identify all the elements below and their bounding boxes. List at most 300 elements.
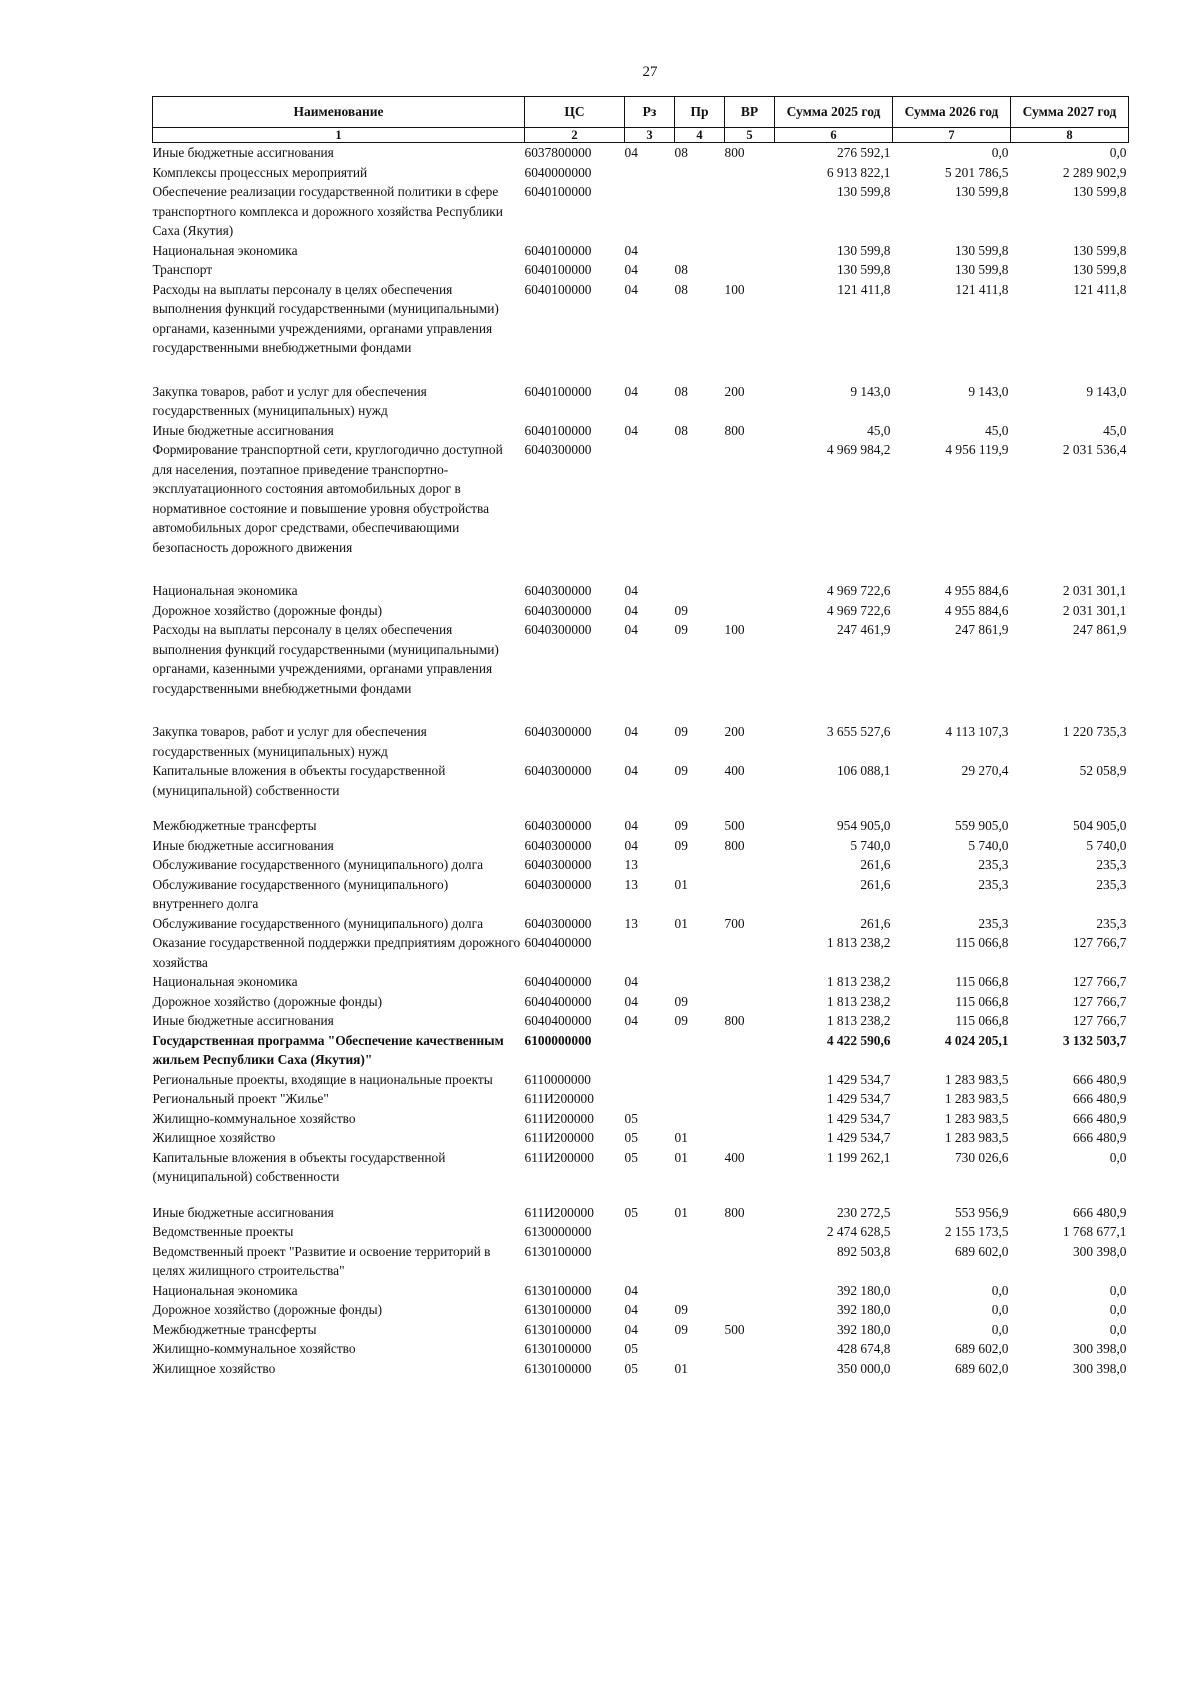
row-sum-2026: 689 602,0 xyxy=(954,1243,1009,1259)
row-cs: 6040300000 xyxy=(524,583,592,598)
row-sum-2027: 0,0 xyxy=(1109,145,1127,160)
row-rz xyxy=(625,1242,675,1281)
row-sum-2027: 0,0 xyxy=(1109,1149,1127,1165)
table-row xyxy=(153,1222,1129,1242)
row-name: Обслуживание государственного (муниципального) долга xyxy=(152,857,484,872)
row-sum-2026: 730 026,6 xyxy=(954,1149,1009,1165)
row-name: Иные бюджетные ассигнования xyxy=(152,145,334,160)
row-sum-2027: 2 289 902,9 xyxy=(1062,164,1127,180)
row-rz: 04 xyxy=(624,763,638,778)
row-sum-2026: 559 905,0 xyxy=(954,818,1009,833)
row-vr xyxy=(725,601,775,621)
row-pr: 01 xyxy=(674,1360,688,1376)
row-sum-2026: 5 201 786,5 xyxy=(944,164,1009,180)
row-rz: 05 xyxy=(624,1204,638,1220)
row-vr xyxy=(725,992,775,1012)
row-vr: 100 xyxy=(724,622,745,637)
row-name: Оказание государственной поддержки предприятиям дорожного хозяйства xyxy=(152,935,521,970)
row-rz xyxy=(625,182,675,241)
row-cs: 6130100000 xyxy=(524,1321,592,1337)
row-name: Транспорт xyxy=(152,262,213,277)
row-pr xyxy=(675,1109,725,1129)
row-rz xyxy=(625,1070,675,1090)
row-name: Капитальные вложения в объекты государственной (муниципальной) собственности xyxy=(152,1149,446,1184)
row-rz: 05 xyxy=(624,1130,638,1145)
row-vr xyxy=(725,1242,775,1281)
row-pr xyxy=(675,933,725,972)
row-cs: 6130100000 xyxy=(524,1302,592,1317)
row-sum-2025: 350 000,0 xyxy=(836,1360,891,1376)
row-vr xyxy=(725,875,775,914)
row-sum-2027: 52 058,9 xyxy=(1079,763,1127,778)
row-pr xyxy=(675,440,725,581)
table-row xyxy=(153,1148,1129,1203)
row-sum-2025: 392 180,0 xyxy=(836,1282,891,1298)
row-rz: 04 xyxy=(624,1321,638,1337)
row-sum-2025: 4 422 590,6 xyxy=(826,1032,891,1048)
row-vr xyxy=(725,933,775,972)
header-sum-2027: Сумма 2027 год xyxy=(1011,97,1129,128)
row-pr: 09 xyxy=(674,763,688,778)
row-cs: 6040100000 xyxy=(524,281,592,297)
row-cs: 6130000000 xyxy=(524,1224,592,1239)
row-rz: 05 xyxy=(624,1360,638,1376)
table-row xyxy=(153,914,1129,934)
row-vr xyxy=(725,1128,775,1148)
row-sum-2027: 2 031 301,1 xyxy=(1062,602,1127,618)
row-sum-2025: 392 180,0 xyxy=(836,1321,891,1337)
row-pr xyxy=(675,1070,725,1090)
row-pr xyxy=(675,241,725,261)
row-cs: 6040300000 xyxy=(524,857,592,872)
table-row xyxy=(153,260,1129,280)
row-name: Государственная программа "Обеспечение качественным жильем Республики Саха (Якутия)" xyxy=(152,1032,504,1067)
row-sum-2025: 121 411,8 xyxy=(837,281,891,297)
row-pr: 08 xyxy=(674,383,688,399)
table-row xyxy=(153,1339,1129,1359)
row-rz: 13 xyxy=(624,915,638,931)
row-sum-2027: 5 740,0 xyxy=(1086,837,1127,853)
row-name: Капитальные вложения в объекты государственной (муниципальной) собственности xyxy=(152,763,446,798)
row-pr xyxy=(675,972,725,992)
row-sum-2027: 127 766,7 xyxy=(1072,974,1127,989)
row-sum-2027: 300 398,0 xyxy=(1072,1360,1127,1376)
row-sum-2027: 127 766,7 xyxy=(1072,935,1127,950)
row-vr: 800 xyxy=(724,1013,745,1028)
row-sum-2025: 45,0 xyxy=(867,422,891,438)
row-sum-2026: 130 599,8 xyxy=(954,262,1009,277)
row-name: Национальная экономика xyxy=(152,974,298,989)
row-sum-2025: 261,6 xyxy=(860,876,891,892)
page-number: 27 xyxy=(642,64,658,80)
row-sum-2026: 689 602,0 xyxy=(954,1360,1009,1376)
row-sum-2025: 954 905,0 xyxy=(836,818,891,833)
row-sum-2027: 3 132 503,7 xyxy=(1062,1032,1127,1048)
row-sum-2026: 29 270,4 xyxy=(961,763,1009,778)
row-pr xyxy=(675,581,725,601)
row-name: Национальная экономика xyxy=(152,583,298,598)
row-sum-2025: 1 813 238,2 xyxy=(826,974,891,989)
row-pr: 09 xyxy=(674,993,688,1009)
row-pr xyxy=(675,1089,725,1109)
table-row xyxy=(153,421,1129,441)
row-pr xyxy=(675,855,725,875)
row-rz: 04 xyxy=(624,583,638,598)
table-row xyxy=(153,620,1129,722)
row-pr: 09 xyxy=(674,818,688,833)
row-cs: 6100000000 xyxy=(524,1032,592,1048)
row-name: Комплексы процессных мероприятий xyxy=(152,164,368,180)
row-sum-2027: 130 599,8 xyxy=(1072,242,1127,258)
row-sum-2027: 2 031 536,4 xyxy=(1062,442,1127,457)
row-sum-2025: 3 655 527,6 xyxy=(826,724,891,739)
header-pr: Пр xyxy=(675,97,725,128)
row-vr xyxy=(725,163,775,183)
row-name: Обслуживание государственного (муниципального) внутреннего долга xyxy=(152,876,449,911)
row-name: Расходы на выплаты персоналу в целях обеспечения выполнения функций государственными (муниципальными) органами, казенными учреждениями, органами управления государственными внебюджетными фондами xyxy=(152,622,499,696)
row-pr: 01 xyxy=(674,876,688,892)
row-sum-2025: 130 599,8 xyxy=(836,184,891,199)
table-row xyxy=(153,1203,1129,1223)
column-number: 3 xyxy=(625,128,675,143)
row-sum-2025: 1 813 238,2 xyxy=(826,935,891,950)
row-sum-2026: 4 956 119,9 xyxy=(945,442,1009,457)
row-cs: 6040400000 xyxy=(524,935,592,950)
row-sum-2026: 4 955 884,6 xyxy=(944,583,1009,598)
row-name: Дорожное хозяйство (дорожные фонды) xyxy=(152,602,383,618)
row-cs: 6040300000 xyxy=(524,622,592,637)
row-cs: 6040300000 xyxy=(524,724,592,739)
row-pr: 01 xyxy=(674,1130,688,1145)
table-row xyxy=(153,1359,1129,1379)
row-rz: 04 xyxy=(624,262,638,277)
row-rz: 04 xyxy=(624,622,638,637)
row-cs: 6040100000 xyxy=(524,422,592,438)
row-name: Закупка товаров, работ и услуг для обеспечения государственных (муниципальных) нужд xyxy=(152,383,427,418)
row-rz: 04 xyxy=(624,1013,638,1028)
row-sum-2027: 127 766,7 xyxy=(1072,1013,1127,1028)
row-cs: 6040300000 xyxy=(524,876,592,892)
header-cs: ЦС xyxy=(525,97,625,128)
row-sum-2027: 130 599,8 xyxy=(1072,184,1127,199)
row-sum-2027: 666 480,9 xyxy=(1072,1204,1127,1220)
row-rz xyxy=(625,440,675,581)
table-body xyxy=(153,143,1129,1379)
header-sum-2026: Сумма 2026 год xyxy=(893,97,1011,128)
budget-table xyxy=(152,96,1129,1378)
row-name: Национальная экономика xyxy=(152,242,298,258)
column-number: 6 xyxy=(775,128,893,143)
row-name: Жилищное хозяйство xyxy=(152,1130,276,1145)
row-name: Расходы на выплаты персоналу в целях обеспечения выполнения функций государственными (муниципальными) органами, казенными учреждениями, органами управления государственными внебюджетными фондами xyxy=(152,281,499,355)
row-rz: 04 xyxy=(624,837,638,853)
row-sum-2026: 121 411,8 xyxy=(955,281,1009,297)
row-pr xyxy=(675,163,725,183)
row-rz: 04 xyxy=(624,818,638,833)
row-sum-2025: 428 674,8 xyxy=(836,1341,891,1356)
row-sum-2027: 45,0 xyxy=(1103,422,1127,438)
row-sum-2027: 300 398,0 xyxy=(1072,1341,1127,1356)
row-rz: 05 xyxy=(624,1341,638,1356)
row-vr xyxy=(725,1281,775,1301)
row-name: Региональный проект "Жилье" xyxy=(152,1091,329,1106)
table-row xyxy=(153,581,1129,601)
row-sum-2025: 130 599,8 xyxy=(836,262,891,277)
row-name: Ведомственный проект "Развитие и освоение территорий в целях жилищного строительства" xyxy=(152,1243,491,1278)
table-row xyxy=(153,163,1129,183)
row-pr: 08 xyxy=(674,422,688,438)
row-sum-2027: 666 480,9 xyxy=(1072,1071,1127,1087)
row-pr: 09 xyxy=(674,602,688,618)
row-vr xyxy=(725,855,775,875)
row-name: Межбюджетные трансферты xyxy=(152,818,317,833)
row-sum-2026: 1 283 983,5 xyxy=(944,1071,1009,1087)
row-cs: 6040100000 xyxy=(524,242,592,258)
column-number: 5 xyxy=(725,128,775,143)
row-cs: 6040400000 xyxy=(524,974,592,989)
table-row xyxy=(153,382,1129,421)
column-number-row xyxy=(153,128,1129,143)
row-rz: 13 xyxy=(624,857,638,872)
row-sum-2026: 115 066,8 xyxy=(955,935,1009,950)
row-rz: 04 xyxy=(624,724,638,739)
row-sum-2027: 666 480,9 xyxy=(1072,1110,1127,1126)
row-sum-2027: 0,0 xyxy=(1109,1321,1127,1337)
row-cs: 6040000000 xyxy=(524,164,592,180)
row-rz: 04 xyxy=(624,145,638,160)
table-row xyxy=(153,1242,1129,1281)
header-rz: Рз xyxy=(625,97,675,128)
row-name: Жилищное хозяйство xyxy=(152,1360,276,1376)
row-sum-2027: 247 861,9 xyxy=(1072,622,1127,637)
row-cs: 6130100000 xyxy=(524,1341,592,1356)
row-sum-2026: 115 066,8 xyxy=(955,974,1009,989)
row-pr xyxy=(675,1339,725,1359)
row-rz: 05 xyxy=(624,1110,638,1126)
row-sum-2025: 9 143,0 xyxy=(850,383,891,399)
column-number: 4 xyxy=(675,128,725,143)
row-vr xyxy=(725,182,775,241)
row-name: Иные бюджетные ассигнования xyxy=(152,1204,334,1220)
row-cs: 6130100000 xyxy=(524,1360,592,1376)
row-pr: 08 xyxy=(674,145,688,160)
row-name: Жилищно-коммунальное хозяйство xyxy=(152,1110,356,1126)
row-name: Региональные проекты, входящие в национальные проекты xyxy=(152,1071,493,1087)
row-sum-2026: 235,3 xyxy=(978,876,1009,892)
row-sum-2027: 1 220 735,3 xyxy=(1062,724,1127,739)
row-name: Ведомственные проекты xyxy=(152,1224,294,1239)
row-pr xyxy=(675,1031,725,1070)
row-sum-2026: 0,0 xyxy=(991,1302,1009,1317)
row-cs: 6040400000 xyxy=(524,1013,592,1028)
column-number: 7 xyxy=(893,128,1011,143)
row-pr: 09 xyxy=(674,724,688,739)
row-sum-2026: 45,0 xyxy=(985,422,1009,438)
row-sum-2026: 0,0 xyxy=(991,1321,1009,1337)
row-rz: 04 xyxy=(624,1282,638,1298)
row-sum-2025: 276 592,1 xyxy=(836,145,891,160)
row-rz xyxy=(625,1031,675,1070)
row-vr xyxy=(725,1089,775,1109)
row-rz xyxy=(625,933,675,972)
row-sum-2025: 2 474 628,5 xyxy=(826,1224,891,1239)
row-cs: 611И200000 xyxy=(524,1091,594,1106)
row-rz: 04 xyxy=(624,1302,638,1317)
row-rz: 04 xyxy=(624,993,638,1009)
row-pr: 09 xyxy=(674,1302,688,1317)
row-sum-2026: 130 599,8 xyxy=(954,242,1009,258)
row-name: Национальная экономика xyxy=(152,1282,298,1298)
row-pr: 08 xyxy=(674,262,688,277)
row-vr xyxy=(725,1109,775,1129)
row-sum-2026: 115 066,8 xyxy=(955,993,1009,1009)
table-row xyxy=(153,1128,1129,1148)
row-vr xyxy=(725,260,775,280)
row-vr xyxy=(725,440,775,581)
table-row xyxy=(153,1109,1129,1129)
row-sum-2025: 892 503,8 xyxy=(836,1243,891,1259)
row-rz xyxy=(625,163,675,183)
row-pr: 08 xyxy=(674,281,688,297)
row-sum-2026: 1 283 983,5 xyxy=(944,1110,1009,1126)
row-vr: 400 xyxy=(724,763,745,778)
row-vr xyxy=(725,972,775,992)
row-rz: 13 xyxy=(624,876,638,892)
row-sum-2025: 5 740,0 xyxy=(850,837,891,853)
row-sum-2026: 1 283 983,5 xyxy=(944,1091,1009,1106)
row-sum-2025: 1 429 534,7 xyxy=(826,1110,891,1126)
row-sum-2027: 2 031 301,1 xyxy=(1062,583,1127,598)
table-row xyxy=(153,1070,1129,1090)
row-sum-2026: 1 283 983,5 xyxy=(944,1130,1009,1145)
table-row xyxy=(153,816,1129,836)
row-sum-2027: 127 766,7 xyxy=(1072,993,1127,1009)
row-cs: 6040300000 xyxy=(524,818,592,833)
row-rz xyxy=(625,1089,675,1109)
row-rz: 04 xyxy=(624,602,638,618)
table-row xyxy=(153,992,1129,1012)
row-cs: 6037800000 xyxy=(524,145,592,160)
row-sum-2025: 6 913 822,1 xyxy=(826,164,891,180)
header-vr: ВР xyxy=(725,97,775,128)
row-rz: 04 xyxy=(624,242,638,258)
table-row xyxy=(153,761,1129,816)
row-sum-2025: 106 088,1 xyxy=(836,763,891,778)
table-row xyxy=(153,601,1129,621)
row-sum-2025: 1 429 534,7 xyxy=(826,1091,891,1106)
row-vr: 700 xyxy=(724,915,745,931)
table-row xyxy=(153,143,1129,163)
column-number: 8 xyxy=(1011,128,1129,143)
row-cs: 6040300000 xyxy=(524,915,592,931)
row-sum-2025: 4 969 722,6 xyxy=(826,583,891,598)
row-rz: 05 xyxy=(624,1149,638,1165)
table-row xyxy=(153,933,1129,972)
row-pr xyxy=(675,182,725,241)
row-sum-2025: 130 599,8 xyxy=(836,242,891,258)
row-cs: 611И200000 xyxy=(524,1130,594,1145)
row-name: Обслуживание государственного (муниципального) долга xyxy=(152,915,484,931)
row-sum-2026: 689 602,0 xyxy=(954,1341,1009,1356)
row-sum-2025: 1 429 534,7 xyxy=(826,1130,891,1145)
row-name: Иные бюджетные ассигнования xyxy=(152,837,334,853)
row-sum-2026: 2 155 173,5 xyxy=(944,1224,1009,1239)
row-sum-2027: 666 480,9 xyxy=(1072,1130,1127,1145)
row-sum-2026: 235,3 xyxy=(978,915,1009,931)
row-name: Формирование транспортной сети, круглогодично доступной для населения, поэтапное приведение транспортно-эксплуатационного состояния автомобильных дорог в нормативное состояние и повышение уровня обустройства автомобильных дорог средствами, обеспечивающими безопасность дорожного движения xyxy=(152,442,503,555)
table-row xyxy=(153,1300,1129,1320)
row-pr: 09 xyxy=(674,1013,688,1028)
row-sum-2027: 235,3 xyxy=(1096,857,1127,872)
row-sum-2026: 4 113 107,3 xyxy=(945,724,1009,739)
row-cs: 6040300000 xyxy=(524,442,592,457)
row-sum-2027: 130 599,8 xyxy=(1072,262,1127,277)
row-rz: 04 xyxy=(624,281,638,297)
row-rz: 04 xyxy=(624,422,638,438)
row-pr xyxy=(675,1281,725,1301)
row-sum-2027: 235,3 xyxy=(1096,876,1127,892)
row-sum-2026: 4 024 205,1 xyxy=(944,1032,1009,1048)
row-vr: 100 xyxy=(724,281,745,297)
row-vr: 800 xyxy=(724,837,745,853)
row-sum-2027: 666 480,9 xyxy=(1072,1091,1127,1106)
column-number: 2 xyxy=(525,128,625,143)
row-sum-2025: 261,6 xyxy=(860,915,891,931)
row-sum-2025: 1 429 534,7 xyxy=(826,1071,891,1087)
row-sum-2025: 1 813 238,2 xyxy=(826,993,891,1009)
row-sum-2025: 230 272,5 xyxy=(836,1204,891,1220)
row-name: Обеспечение реализации государственной политики в сфере транспортного комплекса и дорожного хозяйства Республики Саха (Якутия) xyxy=(152,184,503,238)
table-row xyxy=(153,280,1129,382)
row-sum-2025: 1 199 262,1 xyxy=(826,1149,891,1165)
row-sum-2025: 392 180,0 xyxy=(836,1302,891,1317)
row-rz: 04 xyxy=(624,383,638,399)
table-header-row xyxy=(153,97,1129,128)
row-sum-2026: 247 861,9 xyxy=(954,622,1009,637)
row-vr: 800 xyxy=(724,422,745,438)
row-sum-2025: 261,6 xyxy=(860,857,891,872)
row-vr: 800 xyxy=(724,145,745,160)
row-vr xyxy=(725,1031,775,1070)
table-row xyxy=(153,972,1129,992)
row-vr: 400 xyxy=(724,1149,745,1165)
row-pr: 01 xyxy=(674,1204,688,1220)
row-cs: 6040300000 xyxy=(524,602,592,618)
row-sum-2027: 504 905,0 xyxy=(1072,818,1127,833)
table-row xyxy=(153,440,1129,581)
row-sum-2027: 0,0 xyxy=(1109,1282,1127,1298)
table-row xyxy=(153,836,1129,856)
row-sum-2027: 9 143,0 xyxy=(1086,383,1127,399)
row-vr xyxy=(725,1359,775,1379)
row-cs: 6040100000 xyxy=(524,383,592,399)
row-vr xyxy=(725,581,775,601)
row-vr: 200 xyxy=(724,383,745,399)
row-cs: 6040300000 xyxy=(524,837,592,853)
table-row xyxy=(153,855,1129,875)
row-pr: 09 xyxy=(674,837,688,853)
row-sum-2026: 5 740,0 xyxy=(968,837,1009,853)
row-sum-2026: 115 066,8 xyxy=(955,1013,1009,1028)
row-sum-2025: 247 461,9 xyxy=(836,622,891,637)
row-vr xyxy=(725,241,775,261)
row-cs: 6130100000 xyxy=(524,1243,592,1259)
row-name: Жилищно-коммунальное хозяйство xyxy=(152,1341,356,1356)
row-sum-2025: 4 969 984,2 xyxy=(826,442,891,457)
header-name: Наименование xyxy=(153,97,525,128)
row-vr xyxy=(725,1070,775,1090)
row-name: Закупка товаров, работ и услуг для обеспечения государственных (муниципальных) нужд xyxy=(152,724,427,759)
